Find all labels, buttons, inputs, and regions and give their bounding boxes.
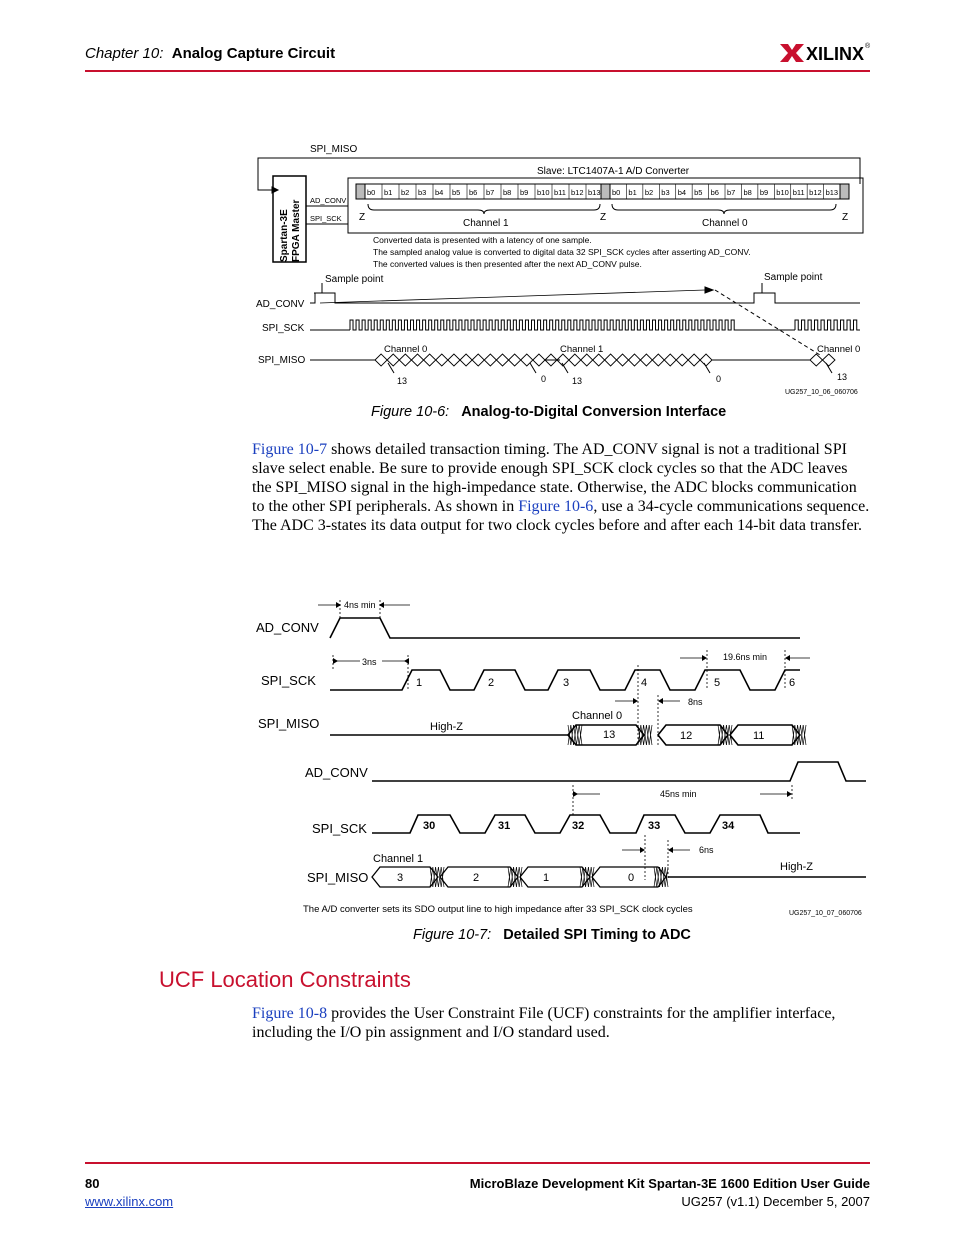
figure-10-6-diagram <box>250 135 875 400</box>
slave-label: Slave: LTC1407A-1 A/D Converter <box>537 166 690 177</box>
data-12: 12 <box>680 730 693 742</box>
clk-1: 1 <box>416 677 423 689</box>
highz-1: High-Z <box>430 721 464 733</box>
page-number: 80 <box>85 1176 100 1191</box>
spisck-1: SPI_SCK <box>261 673 316 688</box>
para1-text-2: , use a 34-cycle communications sequence. The ADC 3-states its data output for two clock cycles before and after each 14-bit data transfer. <box>252 498 870 534</box>
miso-data-bit <box>617 354 629 366</box>
bit-cell-label: b8 <box>743 188 752 197</box>
bit-cell-label: b6 <box>710 188 719 197</box>
bit-cell-label: b13 <box>588 188 601 197</box>
miso-data-bit <box>472 354 484 366</box>
t-8ns: 8ns <box>688 697 703 707</box>
figure7-note: The A/D converter sets its SDO output line to high impedance after 33 SPI_SCK clock cycles <box>303 904 693 915</box>
paragraph-spi-timing <box>252 440 870 535</box>
bit-cell-label: b5 <box>452 188 461 197</box>
miso-data-bit <box>640 354 652 366</box>
miso-data-bit <box>823 354 836 366</box>
channel1-label: Channel 1 <box>463 218 509 229</box>
n13c: 13 <box>837 372 848 382</box>
spimiso-2: SPI_MISO <box>307 870 369 885</box>
data-13: 13 <box>603 729 616 741</box>
figure-10-7-diagram <box>250 590 875 920</box>
spi-miso-top-label: SPI_MISO <box>310 144 358 155</box>
miso-data-bit <box>700 354 712 366</box>
highz-2: High-Z <box>780 861 814 873</box>
figure-10-6-link[interactable]: Figure 10-6 <box>518 498 594 515</box>
data-2: 2 <box>473 872 480 884</box>
note-2: The sampled analog value is converted to digital data 32 SPI_SCK cycles after asserting AD_CONV. <box>373 247 751 257</box>
clk-5: 5 <box>714 677 721 689</box>
miso-data-bit <box>509 354 521 366</box>
para2-text: provides the User Constraint File (UCF) constraints for the amplifier interface, including the I/O pin assignment and I/O standard used. <box>252 1005 836 1041</box>
channel0-label: Channel 0 <box>702 218 748 229</box>
note-3: The converted values is then presented after the next AD_CONV pulse. <box>373 259 642 269</box>
miso-data-bit <box>652 354 664 366</box>
data-3: 3 <box>397 872 404 884</box>
miso-data-bit <box>629 354 641 366</box>
n13a: 13 <box>397 376 408 386</box>
bit-cell-label: b4 <box>677 188 687 197</box>
spisck-pin-label: SPI_SCK <box>310 214 342 223</box>
bit-cell-label: b0 <box>367 188 376 197</box>
footer-rule <box>85 1162 870 1164</box>
bit-cell-label: b10 <box>776 188 789 197</box>
chapter-title: Analog Capture Circuit <box>171 45 336 62</box>
spi-sck-clock-train <box>795 320 860 330</box>
bit-cell-label: b7 <box>727 188 736 197</box>
section-heading: UCF Location Constraints <box>159 967 411 992</box>
miso-data-bit <box>460 354 472 366</box>
clk-33: 33 <box>648 820 661 832</box>
t-196: 19.6ns min <box>723 652 768 662</box>
t-4ns: 4ns min <box>344 600 376 610</box>
caption7-num: Figure 10-7: <box>413 927 492 943</box>
clk-31: 31 <box>498 820 511 832</box>
header-rule <box>85 70 870 72</box>
footer-url-link[interactable]: www.xilinx.com <box>85 1194 174 1209</box>
caption6-num: Figure 10-6: <box>371 404 450 420</box>
n0b: 0 <box>716 374 722 384</box>
note-1: Converted data is presented with a latency of one sample. <box>373 235 592 245</box>
sample-point-left: Sample point <box>325 274 384 285</box>
paragraph-ucf <box>252 1004 870 1042</box>
bit-cell-label: b12 <box>571 188 584 197</box>
miso-data-bit <box>569 354 581 366</box>
bit-cell-label: b9 <box>759 188 769 197</box>
bit-cell-label: b9 <box>520 188 529 197</box>
bit-cell-label: b1 <box>628 188 637 197</box>
figure-10-8-link[interactable]: Figure 10-8 <box>252 1005 328 1022</box>
figure-10-7-link[interactable]: Figure 10-7 <box>252 441 328 458</box>
clk-4: 4 <box>641 677 648 689</box>
miso-data-bit <box>593 354 605 366</box>
clk-3: 3 <box>563 677 570 689</box>
bit-cell-label: b3 <box>418 188 427 197</box>
miso-data-bit <box>448 354 460 366</box>
sample-point-right: Sample point <box>764 272 823 283</box>
logo-text: XILINX <box>806 44 865 64</box>
caption6-title: Analog-to-Digital Conversion Interface <box>461 404 727 420</box>
miso-data-bit <box>484 354 496 366</box>
t-6ns: 6ns <box>699 845 714 855</box>
bit-cell-label: b5 <box>694 188 703 197</box>
miso-data-bit <box>605 354 617 366</box>
spisck-2: SPI_SCK <box>312 821 367 836</box>
bit-cell-label: b13 <box>825 188 839 197</box>
bit-cell-label: b8 <box>503 188 512 197</box>
miso-data-bit <box>424 354 436 366</box>
clk-34: 34 <box>722 820 735 832</box>
figure7-id: UG257_10_07_060706 <box>789 910 862 917</box>
miso-data-bit <box>399 354 411 366</box>
clk-6: 6 <box>789 677 796 689</box>
bit-cell-label: b2 <box>644 188 654 197</box>
miso-ch1: Channel 1 <box>560 344 604 355</box>
bit-cell-label: b0 <box>612 188 621 197</box>
n0a: 0 <box>541 374 547 384</box>
spimiso-1: SPI_MISO <box>258 716 320 731</box>
master-label-1: Spartan-3E <box>279 209 290 262</box>
master-label-2: FPGA Master <box>291 199 302 262</box>
miso-data-bit <box>664 354 676 366</box>
bit-cell-label: b7 <box>486 188 495 197</box>
miso-data-bit <box>581 354 593 366</box>
ch1-label: Channel 1 <box>373 853 424 865</box>
footer-revision: UG257 (v1.1) December 5, 2007 <box>681 1194 870 1209</box>
adconv-pin-label: AD_CONV <box>310 196 347 205</box>
adconv-1: AD_CONV <box>256 620 319 635</box>
miso-data-bit <box>375 354 387 366</box>
clk-32: 32 <box>572 820 585 832</box>
logo-reg: ® <box>865 43 871 50</box>
bit-cell-label: b6 <box>469 188 478 197</box>
miso-data-bit <box>676 354 688 366</box>
chapter-header <box>85 45 335 62</box>
spi-sck-clock-train <box>350 320 737 330</box>
miso-data-bit <box>411 354 423 366</box>
bit-cell-label: b4 <box>435 188 444 197</box>
ch0-label: Channel 0 <box>572 710 623 722</box>
data-0: 0 <box>628 872 635 884</box>
chapter-label: Chapter 10: <box>85 45 164 62</box>
clk-30: 30 <box>423 820 436 832</box>
caption7-title: Detailed SPI Timing to ADC <box>503 927 691 943</box>
bit-cell-label: b3 <box>661 188 670 197</box>
t-45: 45ns min <box>660 789 697 799</box>
z-mid: Z <box>600 212 607 223</box>
bit-cell-label: b12 <box>809 188 822 197</box>
para1-text-1: shows detailed transaction timing. The AD_CONV signal is not a traditional SPI slave select enable. Be sure to provide enough SPI_SCK clock cycles so that the ADC leaves the SPI_MISO signal in the high-impedance state. Otherwise, the ADC blocks communication to the other SPI peripherals. As shown in <box>252 441 857 515</box>
figure-10-6-caption <box>371 404 726 420</box>
sig-spimiso: SPI_MISO <box>258 355 306 366</box>
bit-cell-label: b10 <box>537 188 550 197</box>
sig-spisck: SPI_SCK <box>262 323 305 334</box>
n13b: 13 <box>572 376 583 386</box>
footer-doc-title: MicroBlaze Development Kit Spartan-3E 1600 Edition User Guide <box>469 1176 870 1191</box>
z-left: Z <box>359 212 366 223</box>
miso-ch0: Channel 0 <box>384 344 428 355</box>
figure-10-7-caption <box>413 927 691 943</box>
miso-data-bit <box>688 354 700 366</box>
miso-data-bit <box>810 354 823 366</box>
miso-data-bit <box>533 354 545 366</box>
bit-cell-label: b1 <box>384 188 393 197</box>
miso-ch0b: Channel 0 <box>817 344 861 355</box>
adconv-2: AD_CONV <box>305 765 368 780</box>
figure6-id: UG257_10_06_060706 <box>785 389 858 396</box>
clk-2: 2 <box>488 677 495 689</box>
sig-adconv: AD_CONV <box>256 299 305 310</box>
z-right: Z <box>842 212 849 223</box>
bit-cell-label: b2 <box>401 188 410 197</box>
data-11: 11 <box>753 730 765 742</box>
miso-data-bit <box>436 354 448 366</box>
data-1: 1 <box>543 872 550 884</box>
miso-data-bit <box>496 354 508 366</box>
t-3ns: 3ns <box>362 657 377 667</box>
bit-cell-label: b11 <box>792 188 805 197</box>
xilinx-logo <box>778 38 873 68</box>
bit-cell-label: b11 <box>554 188 566 197</box>
